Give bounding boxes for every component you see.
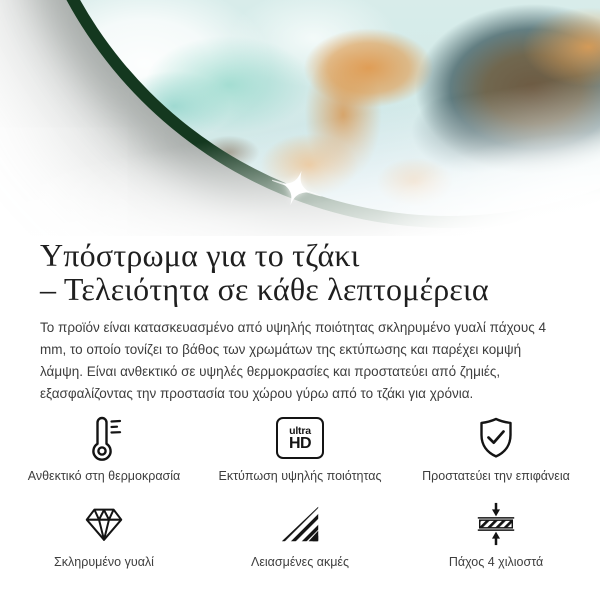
product-hero-image [0,0,600,236]
feature-label: Σκληρυμένο γυαλί [54,555,154,569]
ultra-hd-text-top: ultra [289,424,311,437]
thickness-icon [473,499,519,549]
title-line-2: – Τελειότητα σε κάθε λεπτομέρεια [40,271,489,307]
feature-temperature-resistant [6,413,202,483]
description-paragraph: Το προϊόν είναι κατασκευασμένο από υψηλής ποιότητας σκληρυμένο γυαλί πάχους 4 mm, το οποίο τονίζει το βάθος των χρωμάτων της εκτύπωσης και παρέχει κομψή λάμψη. Είναι ανθεκτικό σε υψηλές θερμοκρασίες και προστατεύει από ζημιές, εξασφαλίζοντας την προστασία του χώρου γύρω από το τζάκι για χρόνια. [40,320,546,401]
diamond-icon [81,499,127,549]
shield-check-icon [472,413,520,463]
ultra-hd-text-bottom: HD [288,434,312,452]
feature-label: Πάχος 4 χιλιοστά [448,555,544,569]
feature-label: Ανθεκτικό στη θερμοκρασία [27,469,181,483]
page-title [40,238,560,306]
feature-label: Εκτύπωση υψηλής ποιότητας [218,469,382,483]
feature-tempered-glass [6,499,202,569]
polished-edges-icon [277,499,323,549]
title-line-1: Υπόστρωμα για το τζάκι [40,237,360,273]
feature-label: Λειασμένες ακμές [250,555,349,569]
feature-polished-edges [202,499,398,569]
feature-print-quality [202,413,398,483]
sparkle-glint-icon [272,166,328,210]
feature-surface-protection [398,413,594,483]
ultra-hd-icon [276,417,324,459]
features-grid [0,413,600,569]
thermometer-icon [80,413,128,463]
feature-thickness [398,499,594,569]
feature-label: Προστατεύει την επιφάνεια [422,469,570,483]
